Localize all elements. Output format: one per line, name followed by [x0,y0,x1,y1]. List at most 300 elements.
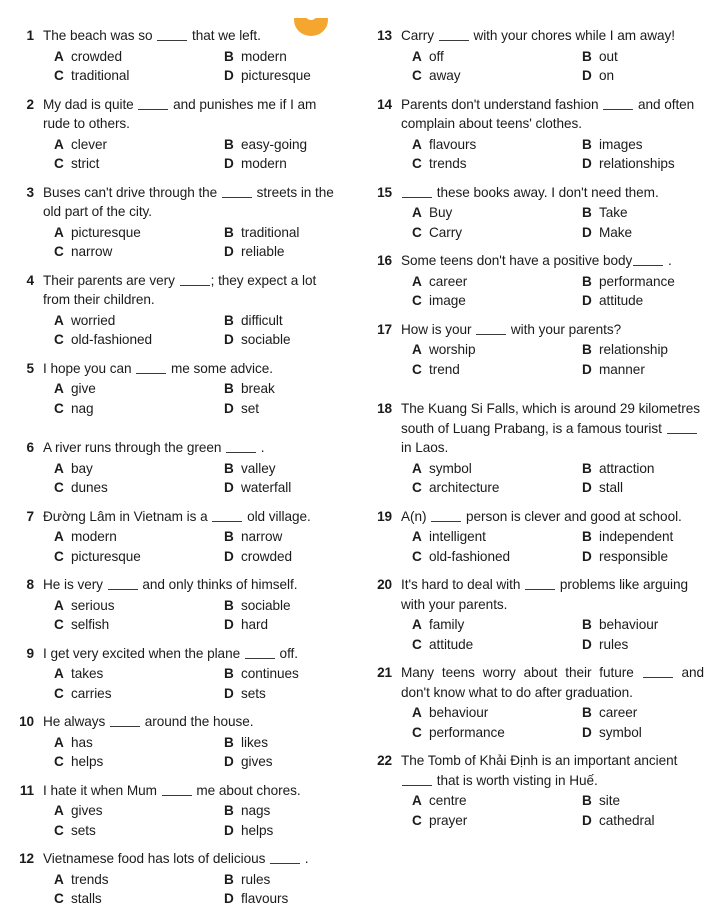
option-d[interactable] [224,330,346,350]
question-text-fragment: A(n) [401,508,431,524]
answer-blank[interactable] [180,274,210,286]
option-list [43,223,346,262]
option-letter-d: D [224,480,234,495]
option-text-c: sets [71,822,96,838]
option-letter-a: A [54,312,64,328]
option-d[interactable] [582,154,704,174]
option-row-ab [43,664,346,684]
option-text-b: continues [241,666,299,681]
question-stem [401,26,704,46]
option-letter-c: C [412,724,422,740]
option-text-b: rules [241,871,271,887]
answer-blank[interactable] [402,186,432,198]
question-text-fragment: How is your [401,321,476,337]
option-letter-b: B [224,529,234,544]
option-text-c: away [429,68,461,83]
option-d[interactable] [224,399,346,419]
option-a[interactable] [43,135,224,155]
option-row-cd [43,547,346,567]
option-letter-c: C [412,812,422,828]
question-item [364,26,704,86]
option-c[interactable] [43,399,224,419]
option-letter-a: A [412,48,422,64]
question-body [392,183,704,243]
option-d[interactable] [582,291,704,311]
option-c[interactable] [43,684,224,704]
option-list [43,733,346,772]
option-list [43,527,346,566]
question-number: 19 [377,508,392,524]
question-item [364,663,704,742]
option-b[interactable] [224,801,346,821]
question-item [364,251,704,311]
answer-blank[interactable] [226,441,256,453]
answer-blank[interactable] [431,510,461,522]
answer-blank[interactable] [402,774,432,786]
question-stem [401,575,704,614]
question-text-fragment: My dad is quite [43,96,138,112]
option-letter-c: C [54,480,64,495]
option-b[interactable] [224,596,346,616]
option-letter-a: A [54,48,64,64]
option-c[interactable] [43,242,224,262]
question-text-fragment: and often complain about teens' clothes. [401,96,695,131]
option-b[interactable] [224,459,346,479]
question-item [364,95,704,174]
option-text-c: carries [71,685,112,701]
option-row-ab [401,527,704,547]
answer-blank[interactable] [212,510,242,522]
option-text-a: Buy [429,205,453,220]
option-a[interactable] [401,135,582,155]
option-a[interactable] [43,596,224,616]
option-text-c: performance [429,724,505,740]
option-a[interactable] [43,47,224,67]
option-c[interactable] [401,635,582,655]
answer-blank[interactable] [270,852,300,864]
option-b[interactable] [224,47,346,67]
option-letter-d: D [224,754,234,769]
question-text-fragment: The Tomb of Khải Định is an important ancient [401,753,678,768]
question-number: 5 [26,360,34,376]
option-b[interactable] [582,272,704,292]
question-number: 20 [377,577,392,592]
question-body [34,781,346,841]
question-number: 15 [377,184,392,200]
question-body [392,95,704,174]
option-text-a: takes [71,666,104,681]
option-b[interactable] [224,664,346,684]
option-a[interactable] [401,791,582,811]
question-text-fragment: person is clever and good at school. [462,508,682,524]
question-body [34,712,346,772]
option-text-b: independent [599,529,674,544]
option-a[interactable] [43,527,224,547]
option-letter-c: C [412,548,422,564]
option-text-c: old-fashioned [429,548,510,564]
option-row-cd [43,66,346,86]
option-letter-a: A [54,460,64,476]
option-d[interactable] [224,684,346,704]
question-text-fragment: I hope you can [43,360,136,376]
option-letter-a: A [54,529,64,544]
option-b[interactable] [224,223,346,243]
option-text-d: sociable [241,332,291,347]
option-d[interactable] [224,547,346,567]
question-body [392,399,704,498]
option-text-a: give [71,381,96,396]
option-text-c: traditional [71,68,130,83]
question-body [392,507,704,567]
question-text-fragment: streets in the old part of the city. [43,184,334,219]
option-letter-d: D [224,685,234,701]
option-letter-c: C [412,480,422,495]
option-letter-c: C [54,68,64,83]
option-text-c: dunes [71,480,108,495]
question-stem [401,507,704,527]
question-number: 4 [26,272,34,288]
column-spacer [6,427,346,438]
option-letter-b: B [582,342,592,357]
option-text-a: intelligent [429,529,486,544]
answer-blank[interactable] [667,422,697,434]
answer-blank[interactable] [245,647,275,659]
question-item [6,26,346,86]
option-a[interactable] [401,527,582,547]
question-item [6,438,346,498]
option-letter-a: A [54,136,64,152]
option-a[interactable] [43,223,224,243]
option-c[interactable] [43,478,224,498]
option-d[interactable] [582,360,704,380]
option-c[interactable] [43,66,224,86]
answer-blank[interactable] [603,98,633,110]
option-text-b: relationship [599,342,668,357]
question-number: 21 [377,665,392,680]
option-list [401,135,704,174]
option-letter-a: A [412,617,422,632]
answer-blank[interactable] [525,578,555,590]
option-d[interactable] [582,811,704,831]
option-row-ab [401,615,704,635]
option-row-ab [401,47,704,67]
option-row-ab [43,527,346,547]
question-item [6,849,346,909]
option-text-c: trend [429,361,460,377]
option-letter-b: B [582,460,592,476]
question-body [34,507,346,567]
question-stem [401,320,704,340]
question-body [34,575,346,635]
option-c[interactable] [401,223,582,243]
question-stem [401,183,704,203]
option-text-c: old-fashioned [71,332,152,347]
option-letter-d: D [582,293,592,308]
option-letter-d: D [582,68,592,83]
option-d[interactable] [582,223,704,243]
option-text-d: symbol [599,724,642,740]
option-text-d: manner [599,361,645,377]
option-row-cd [43,478,346,498]
answer-blank[interactable] [633,254,663,266]
question-item [6,359,346,419]
question-stem [43,438,346,458]
option-c[interactable] [401,360,582,380]
option-b[interactable] [582,203,704,223]
option-a[interactable] [401,203,582,223]
question-stem [43,644,346,664]
question-text-fragment: It's hard to deal with [401,577,525,592]
question-body [34,644,346,704]
option-row-ab [43,870,346,890]
option-a[interactable] [43,459,224,479]
option-row-cd [43,615,346,635]
answer-blank[interactable] [162,784,192,796]
option-list [43,664,346,703]
option-text-d: gives [241,754,273,769]
option-row-cd [401,723,704,743]
option-c[interactable] [43,615,224,635]
option-letter-b: B [582,705,592,720]
answer-blank[interactable] [138,98,168,110]
option-b[interactable] [224,311,346,331]
question-item [364,575,704,654]
option-b[interactable] [224,135,346,155]
option-text-d: sets [241,685,266,701]
option-text-d: Make [599,224,633,240]
option-text-b: performance [599,273,675,289]
option-text-d: helps [241,822,274,838]
option-list [401,615,704,654]
option-row-cd [43,399,346,419]
option-row-cd [43,154,346,174]
option-row-ab [43,379,346,399]
option-list [401,203,704,242]
option-list [43,596,346,635]
option-b[interactable] [582,615,704,635]
option-b[interactable] [582,527,704,547]
option-letter-c: C [54,400,64,416]
option-list [43,47,346,86]
option-a[interactable] [401,272,582,292]
option-text-a: symbol [429,460,472,476]
option-a[interactable] [43,664,224,684]
option-b[interactable] [582,135,704,155]
option-c[interactable] [43,889,224,909]
option-text-b: Take [599,205,628,220]
option-letter-c: C [412,224,422,240]
option-d[interactable] [224,752,346,772]
question-column-left [6,26,346,918]
option-d[interactable] [582,478,704,498]
answer-blank[interactable] [439,29,469,41]
option-c[interactable] [401,547,582,567]
question-item [6,781,346,841]
option-a[interactable] [401,615,582,635]
option-letter-d: D [224,156,234,171]
option-a[interactable] [43,870,224,890]
option-c[interactable] [43,752,224,772]
option-b[interactable] [582,703,704,723]
option-b[interactable] [582,459,704,479]
question-body [392,251,704,311]
option-d[interactable] [224,889,346,909]
option-text-a: clever [71,136,107,152]
option-d[interactable] [224,615,346,635]
option-row-cd [43,684,346,704]
question-number: 6 [26,440,34,455]
question-body [34,183,346,262]
option-b[interactable] [582,47,704,67]
option-text-a: modern [71,529,117,544]
option-letter-b: B [224,460,234,476]
option-c[interactable] [401,154,582,174]
question-number: 1 [26,28,34,43]
option-letter-b: B [224,803,234,818]
question-body [34,438,346,498]
question-item [6,95,346,174]
option-d[interactable] [582,66,704,86]
option-text-b: difficult [241,312,283,328]
option-letter-d: D [224,244,234,259]
option-d[interactable] [582,547,704,567]
option-c[interactable] [43,330,224,350]
option-letter-a: A [54,803,64,818]
option-b[interactable] [582,340,704,360]
option-letter-a: A [54,871,64,887]
option-b[interactable] [224,379,346,399]
answer-blank[interactable] [110,715,140,727]
question-item [6,183,346,262]
option-c[interactable] [401,478,582,498]
option-letter-d: D [224,548,234,564]
answer-blank[interactable] [643,666,673,678]
option-row-cd [401,66,704,86]
option-letter-a: A [54,666,64,681]
option-letter-d: D [224,68,234,83]
question-stem [43,95,346,134]
option-c[interactable] [43,547,224,567]
option-text-c: attitude [429,636,474,652]
option-letter-a: A [412,205,422,220]
question-text-fragment: Many teens worry about their future [401,665,642,680]
option-d[interactable] [582,723,704,743]
question-column-right [364,26,704,839]
option-a[interactable] [43,801,224,821]
option-letter-c: C [54,332,64,347]
option-a[interactable] [43,379,224,399]
option-text-a: bay [71,460,93,476]
question-text-fragment: these books away. I don't need them. [433,184,659,200]
option-a[interactable] [401,459,582,479]
option-text-a: picturesque [71,224,141,240]
option-c[interactable] [43,154,224,174]
option-d[interactable] [224,242,346,262]
question-number: 17 [377,321,392,337]
answer-blank[interactable] [157,29,187,41]
option-text-b: images [599,136,643,152]
option-c[interactable] [401,723,582,743]
option-row-ab [401,272,704,292]
question-number: 8 [26,577,34,592]
option-letter-c: C [54,156,64,171]
option-letter-d: D [582,156,592,171]
option-d[interactable] [224,154,346,174]
question-text-fragment: and don't know what to do after graduation. [401,665,704,700]
option-c[interactable] [401,291,582,311]
option-c[interactable] [401,66,582,86]
option-text-c: architecture [429,480,500,495]
question-text-fragment: The beach was so [43,28,157,43]
option-row-cd [401,223,704,243]
option-list [43,459,346,498]
question-item [364,507,704,567]
question-body [34,849,346,909]
question-number: 9 [26,645,34,661]
option-row-cd [43,889,346,909]
answer-blank[interactable] [222,186,252,198]
option-row-ab [401,340,704,360]
question-stem [401,399,704,458]
option-text-a: worried [71,312,116,328]
option-text-c: picturesque [71,548,141,564]
option-text-a: has [71,734,93,750]
option-d[interactable] [224,478,346,498]
option-row-cd [401,291,704,311]
question-text-fragment: . [301,851,309,866]
option-d[interactable] [224,66,346,86]
option-c[interactable] [401,811,582,831]
option-b[interactable] [224,870,346,890]
question-text-fragment: Vietnamese food has lots of delicious [43,851,270,866]
option-text-d: picturesque [241,68,311,83]
option-text-b: behaviour [599,617,659,632]
option-a[interactable] [401,340,582,360]
option-letter-c: C [412,361,422,377]
option-letter-b: B [224,136,234,152]
answer-blank[interactable] [136,362,166,374]
question-number: 16 [377,253,392,268]
option-letter-b: B [224,666,234,681]
option-d[interactable] [582,635,704,655]
option-list [43,379,346,418]
option-row-ab [401,459,704,479]
option-b[interactable] [224,527,346,547]
option-d[interactable] [224,821,346,841]
option-letter-c: C [54,548,64,564]
option-text-c: helps [71,754,104,769]
option-letter-c: C [412,68,422,83]
option-a[interactable] [401,47,582,67]
answer-blank[interactable] [108,578,138,590]
option-text-a: flavours [429,136,477,152]
option-letter-a: A [412,136,422,152]
answer-blank[interactable] [476,323,506,335]
option-a[interactable] [401,703,582,723]
option-b[interactable] [224,733,346,753]
option-text-c: strict [71,156,100,171]
option-text-c: selfish [71,617,110,632]
option-b[interactable] [582,791,704,811]
option-letter-d: D [582,548,592,564]
option-row-cd [43,330,346,350]
option-a[interactable] [43,311,224,331]
question-item [364,399,704,498]
option-a[interactable] [43,733,224,753]
option-row-cd [401,811,704,831]
option-c[interactable] [43,821,224,841]
question-text-fragment: The Kuang Si Falls, which is around 29 kilometres south of Luang Prabang, is a famous tourist [401,401,701,436]
